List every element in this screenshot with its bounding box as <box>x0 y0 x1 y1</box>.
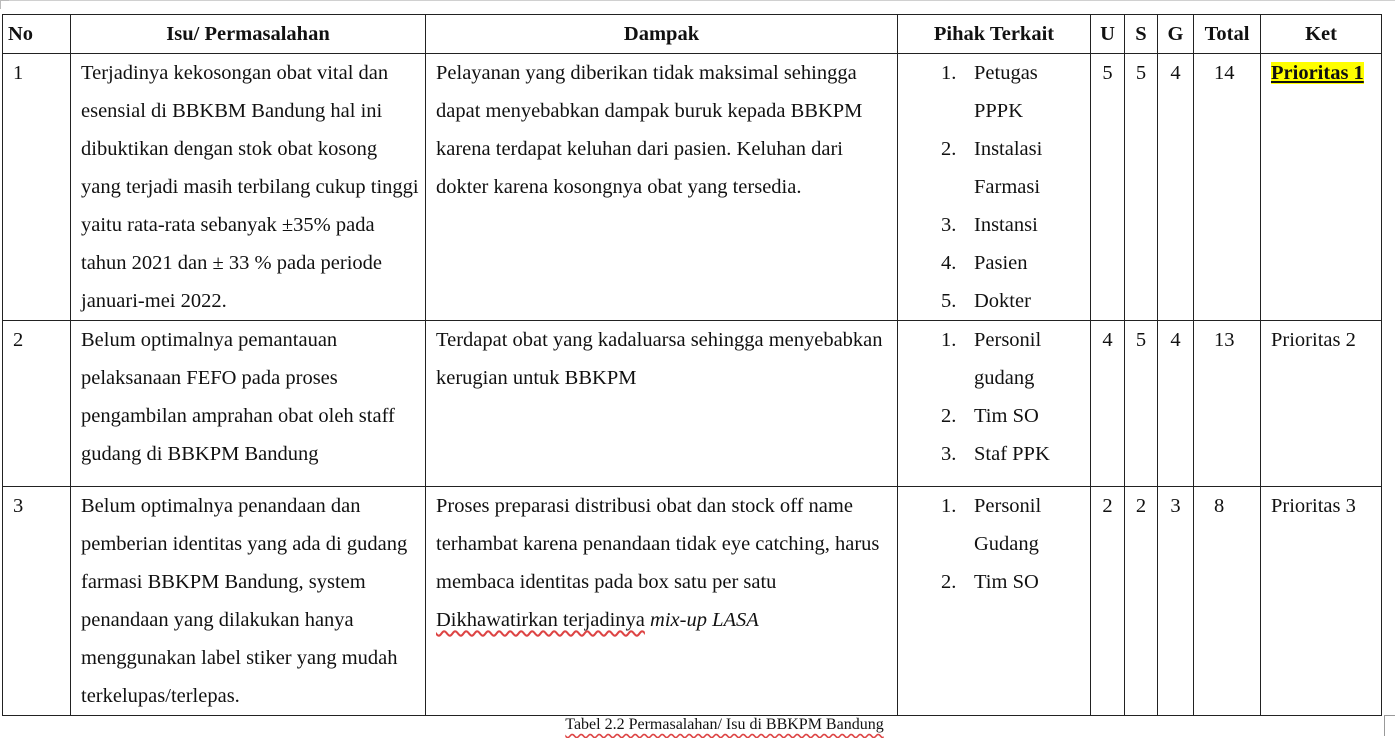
impact-text: Terdapat obat yang kadaluarsa sehingga menyebabkan kerugian untuk BBKPM <box>436 329 883 389</box>
stakeholder-name: Petugas PPPK <box>974 62 1038 122</box>
score-g: 4 <box>1170 62 1181 84</box>
score-s: 2 <box>1135 495 1147 517</box>
list-number: 2. <box>941 138 957 160</box>
stakeholder-name: Pasien <box>974 252 1028 274</box>
list-number: 4. <box>941 252 957 274</box>
header-dampak: Dampak <box>426 15 898 54</box>
stakeholder-name: Personil Gudang <box>974 495 1042 555</box>
cell-ket <box>1261 321 1382 487</box>
cell-u <box>1091 321 1125 487</box>
stakeholder-list <box>898 54 1090 320</box>
cell-pihak <box>898 487 1091 716</box>
score-s: 5 <box>1135 329 1147 351</box>
list-item <box>898 130 1090 206</box>
header-isu: Isu/ Permasalahan <box>71 15 426 54</box>
score-total: 14 <box>1214 62 1235 84</box>
list-item <box>898 321 1090 397</box>
header-g: G <box>1158 15 1194 54</box>
stakeholder-name: Instansi <box>974 214 1038 236</box>
list-number: 2. <box>941 405 957 427</box>
cell-total <box>1194 54 1261 321</box>
cell-isu <box>71 487 426 716</box>
list-number: 1. <box>941 329 957 351</box>
issue-text: Belum optimalnya pemantauan pelaksanaan FEFO pada proses pengambilan amprahan obat oleh staff gudang di BBKPM Bandung <box>81 329 395 465</box>
stakeholder-name: Instalasi Farmasi <box>974 138 1043 198</box>
cell-dampak <box>426 54 898 321</box>
list-item <box>898 397 1090 435</box>
impact-text <box>426 487 897 639</box>
cell-pihak <box>898 321 1091 487</box>
list-number: 1. <box>941 495 957 517</box>
list-item <box>898 282 1090 320</box>
impact-spellcheck-text: Dikhawatirkan terjadinya <box>436 609 645 631</box>
stakeholder-name: Staf PPK <box>974 443 1050 465</box>
priority-label: Prioritas 2 <box>1271 329 1356 351</box>
priority-label: Prioritas 1 <box>1271 62 1364 84</box>
caption-text: Tabel 2.2 Permasalahan/ Isu di BBKPM Bandung <box>565 716 884 733</box>
header-u: U <box>1091 15 1125 54</box>
stakeholder-name: Tim SO <box>974 571 1039 593</box>
stakeholder-name: Dokter <box>974 290 1031 312</box>
list-item <box>898 54 1090 130</box>
cell-isu <box>71 321 426 487</box>
header-pihak: Pihak Terkait <box>898 15 1091 54</box>
cell-pihak <box>898 54 1091 321</box>
stakeholder-list <box>898 321 1090 473</box>
score-g: 3 <box>1170 495 1181 517</box>
impact-main-text: Proses preparasi distribusi obat dan stock off name terhambat karena penandaan tidak eye catching, harus membaca identitas pada box satu per satu <box>436 495 880 593</box>
list-item <box>898 244 1090 282</box>
score-u: 5 <box>1102 62 1113 84</box>
cell-s <box>1125 54 1158 321</box>
list-item <box>898 563 1090 601</box>
priority-table <box>2 14 1382 716</box>
list-item <box>898 487 1090 563</box>
cell-ket <box>1261 487 1382 716</box>
cell-g <box>1158 321 1194 487</box>
cell-s <box>1125 487 1158 716</box>
cell-ket <box>1261 54 1382 321</box>
cell-s <box>1125 321 1158 487</box>
header-ket: Ket <box>1261 15 1382 54</box>
header-row <box>3 15 1382 54</box>
page-corner-mark <box>1384 715 1395 736</box>
score-g: 4 <box>1170 329 1181 351</box>
score-total: 13 <box>1214 329 1235 351</box>
cell-u <box>1091 54 1125 321</box>
list-number: 3. <box>941 214 957 236</box>
score-u: 4 <box>1102 329 1113 351</box>
list-item <box>898 206 1090 244</box>
list-item <box>898 435 1090 473</box>
row-number: 3 <box>13 495 24 517</box>
impact-italic-text: mix-up LASA <box>650 609 759 631</box>
table-caption <box>0 714 1395 736</box>
score-total: 8 <box>1214 495 1225 517</box>
score-s: 5 <box>1135 62 1147 84</box>
cell-dampak <box>426 487 898 716</box>
cell-isu <box>71 54 426 321</box>
table-row <box>3 487 1382 716</box>
issue-text: Belum optimalnya penandaan dan pemberian identitas yang ada di gudang farmasi BBKPM Bandung, system penandaan yang dilakukan hanya menggunakan label stiker yang mudah terkelupas/terlepas. <box>81 495 408 707</box>
page-corner-mark <box>0 0 9 9</box>
cell-dampak <box>426 321 898 487</box>
list-number: 2. <box>941 571 957 593</box>
row-number: 2 <box>13 329 24 351</box>
list-number: 1. <box>941 62 957 84</box>
cell-no <box>3 321 71 487</box>
header-s: S <box>1125 15 1158 54</box>
impact-text: Pelayanan yang diberikan tidak maksimal sehingga dapat menyebabkan dampak buruk kepada BBKPM karena terdapat keluhan dari pasien. Keluhan dari dokter karena kosongnya obat yang tersedia. <box>436 62 863 198</box>
stakeholder-name: Personil gudang <box>974 329 1042 389</box>
cell-g <box>1158 487 1194 716</box>
cell-total <box>1194 487 1261 716</box>
table-row <box>3 321 1382 487</box>
score-u: 2 <box>1102 495 1113 517</box>
list-number: 3. <box>941 443 957 465</box>
cell-total <box>1194 321 1261 487</box>
issue-text: Terjadinya kekosongan obat vital dan esensial di BBKBM Bandung hal ini dibuktikan dengan stok obat kosong yang terjadi masih terbilang cukup tinggi yaitu rata-rata sebanyak ±35% pada tahun 2021 dan ± 33 % pada periode januari-mei 2022. <box>81 62 419 312</box>
list-number: 5. <box>941 290 957 312</box>
cell-no <box>3 487 71 716</box>
row-number: 1 <box>13 62 24 84</box>
page-top-edge <box>0 0 1395 1</box>
cell-no <box>3 54 71 321</box>
priority-label: Prioritas 3 <box>1271 495 1356 517</box>
stakeholder-list <box>898 487 1090 601</box>
header-total: Total <box>1194 15 1261 54</box>
cell-g <box>1158 54 1194 321</box>
stakeholder-name: Tim SO <box>974 405 1039 427</box>
header-no: No <box>3 15 71 54</box>
table-row <box>3 54 1382 321</box>
cell-u <box>1091 487 1125 716</box>
